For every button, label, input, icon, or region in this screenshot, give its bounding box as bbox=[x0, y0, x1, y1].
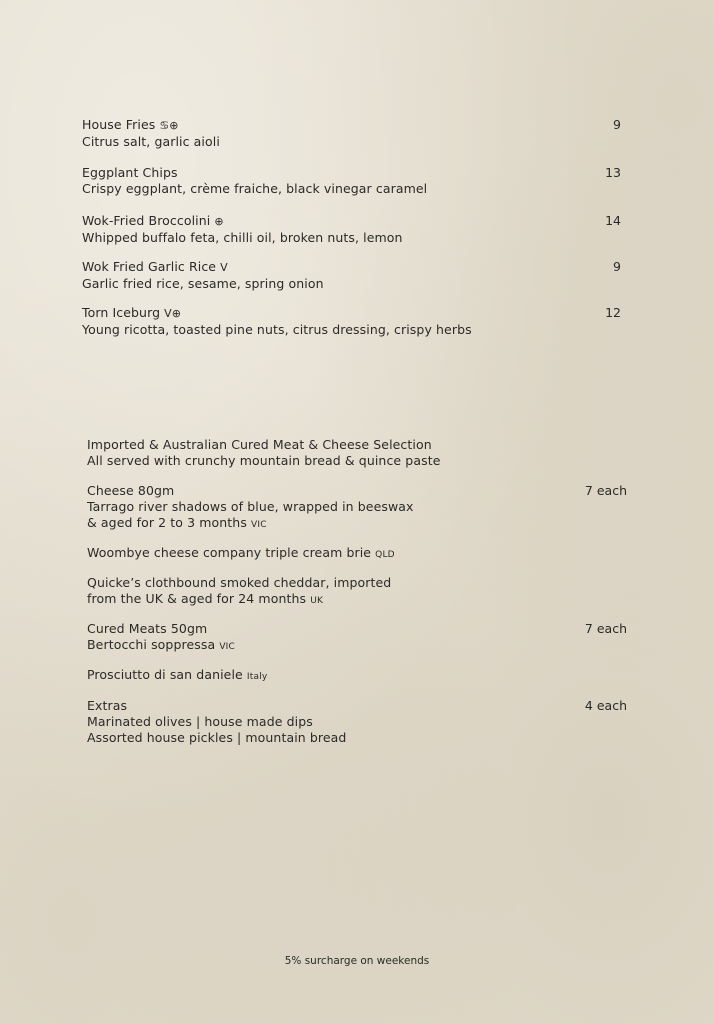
item-price: 12 bbox=[605, 305, 621, 320]
extras-section bbox=[87, 698, 346, 746]
region-label: QLD bbox=[375, 550, 395, 560]
cheese-heading: Cheese 80gm bbox=[87, 483, 175, 498]
cheese-item-line: Quicke’s clothbound smoked cheddar, imported bbox=[87, 575, 392, 590]
meat-item-line: Prosciutto di san daniele bbox=[87, 667, 243, 682]
surcharge-note: 5% surcharge on weekends bbox=[284, 955, 430, 967]
dietary-icon: ♋⊕ bbox=[159, 119, 179, 132]
selection-header bbox=[87, 437, 441, 469]
menu-item-torn-iceburg bbox=[82, 305, 472, 338]
item-name: Wok Fried Garlic Rice bbox=[82, 259, 217, 274]
item-description: Crispy eggplant, crème fraiche, black vinegar caramel bbox=[82, 181, 428, 196]
selection-title: Imported & Australian Cured Meat & Cheese Selection bbox=[87, 437, 432, 452]
item-description: Young ricotta, toasted pine nuts, citrus dressing, crispy herbs bbox=[82, 322, 472, 337]
item-description: Whipped buffalo feta, chilli oil, broken nuts, lemon bbox=[82, 230, 403, 245]
extras-price: 4 each bbox=[584, 698, 627, 713]
cheese-item-line: Woombye cheese company triple cream brie bbox=[87, 545, 372, 560]
cheese-price: 7 each bbox=[584, 483, 627, 498]
item-name: Torn Iceburg bbox=[82, 305, 161, 320]
vegetarian-icon: V bbox=[220, 261, 228, 274]
region-label: VIC bbox=[219, 642, 236, 652]
cheese-section bbox=[87, 483, 414, 533]
cheese-item-line: Tarrago river shadows of blue, wrapped in beeswax bbox=[87, 499, 414, 514]
item-price: 9 bbox=[613, 259, 621, 274]
extras-line: Marinated olives | house made dips bbox=[87, 714, 313, 729]
item-price: 13 bbox=[605, 165, 621, 180]
extras-line: Assorted house pickles | mountain bread bbox=[87, 730, 347, 745]
item-price: 9 bbox=[613, 117, 621, 132]
item-name: Wok-Fried Broccolini bbox=[82, 213, 211, 228]
region-label: Italy bbox=[246, 672, 268, 682]
item-price: 14 bbox=[605, 213, 621, 228]
cheese-item-line: & aged for 2 to 3 months bbox=[87, 515, 247, 530]
cheese-item bbox=[87, 575, 391, 609]
selection-subtitle: All served with crunchy mountain bread & quince paste bbox=[87, 453, 441, 468]
item-name: Eggplant Chips bbox=[82, 165, 178, 180]
meat-section bbox=[87, 621, 235, 655]
meat-price: 7 each bbox=[584, 621, 627, 636]
item-description: Citrus salt, garlic aioli bbox=[82, 134, 220, 149]
menu-item-house-fries bbox=[82, 117, 220, 150]
meat-item-line: Bertocchi soppressa bbox=[87, 637, 216, 652]
dietary-icon: V⊕ bbox=[164, 307, 182, 320]
item-name: House Fries bbox=[82, 117, 156, 132]
cheese-item-line: from the UK & aged for 24 months bbox=[87, 591, 307, 606]
dietary-icon: ⊕ bbox=[214, 215, 224, 228]
menu-item-eggplant-chips bbox=[82, 165, 427, 197]
cheese-item bbox=[87, 545, 395, 563]
menu-item-garlic-rice bbox=[82, 259, 324, 292]
item-description: Garlic fried rice, sesame, spring onion bbox=[82, 276, 324, 291]
menu-item-broccolini bbox=[82, 213, 403, 246]
meat-heading: Cured Meats 50gm bbox=[87, 621, 208, 636]
region-label: UK bbox=[310, 596, 324, 606]
meat-item bbox=[87, 667, 267, 685]
region-label: VIC bbox=[251, 520, 267, 530]
extras-heading: Extras bbox=[87, 698, 128, 713]
